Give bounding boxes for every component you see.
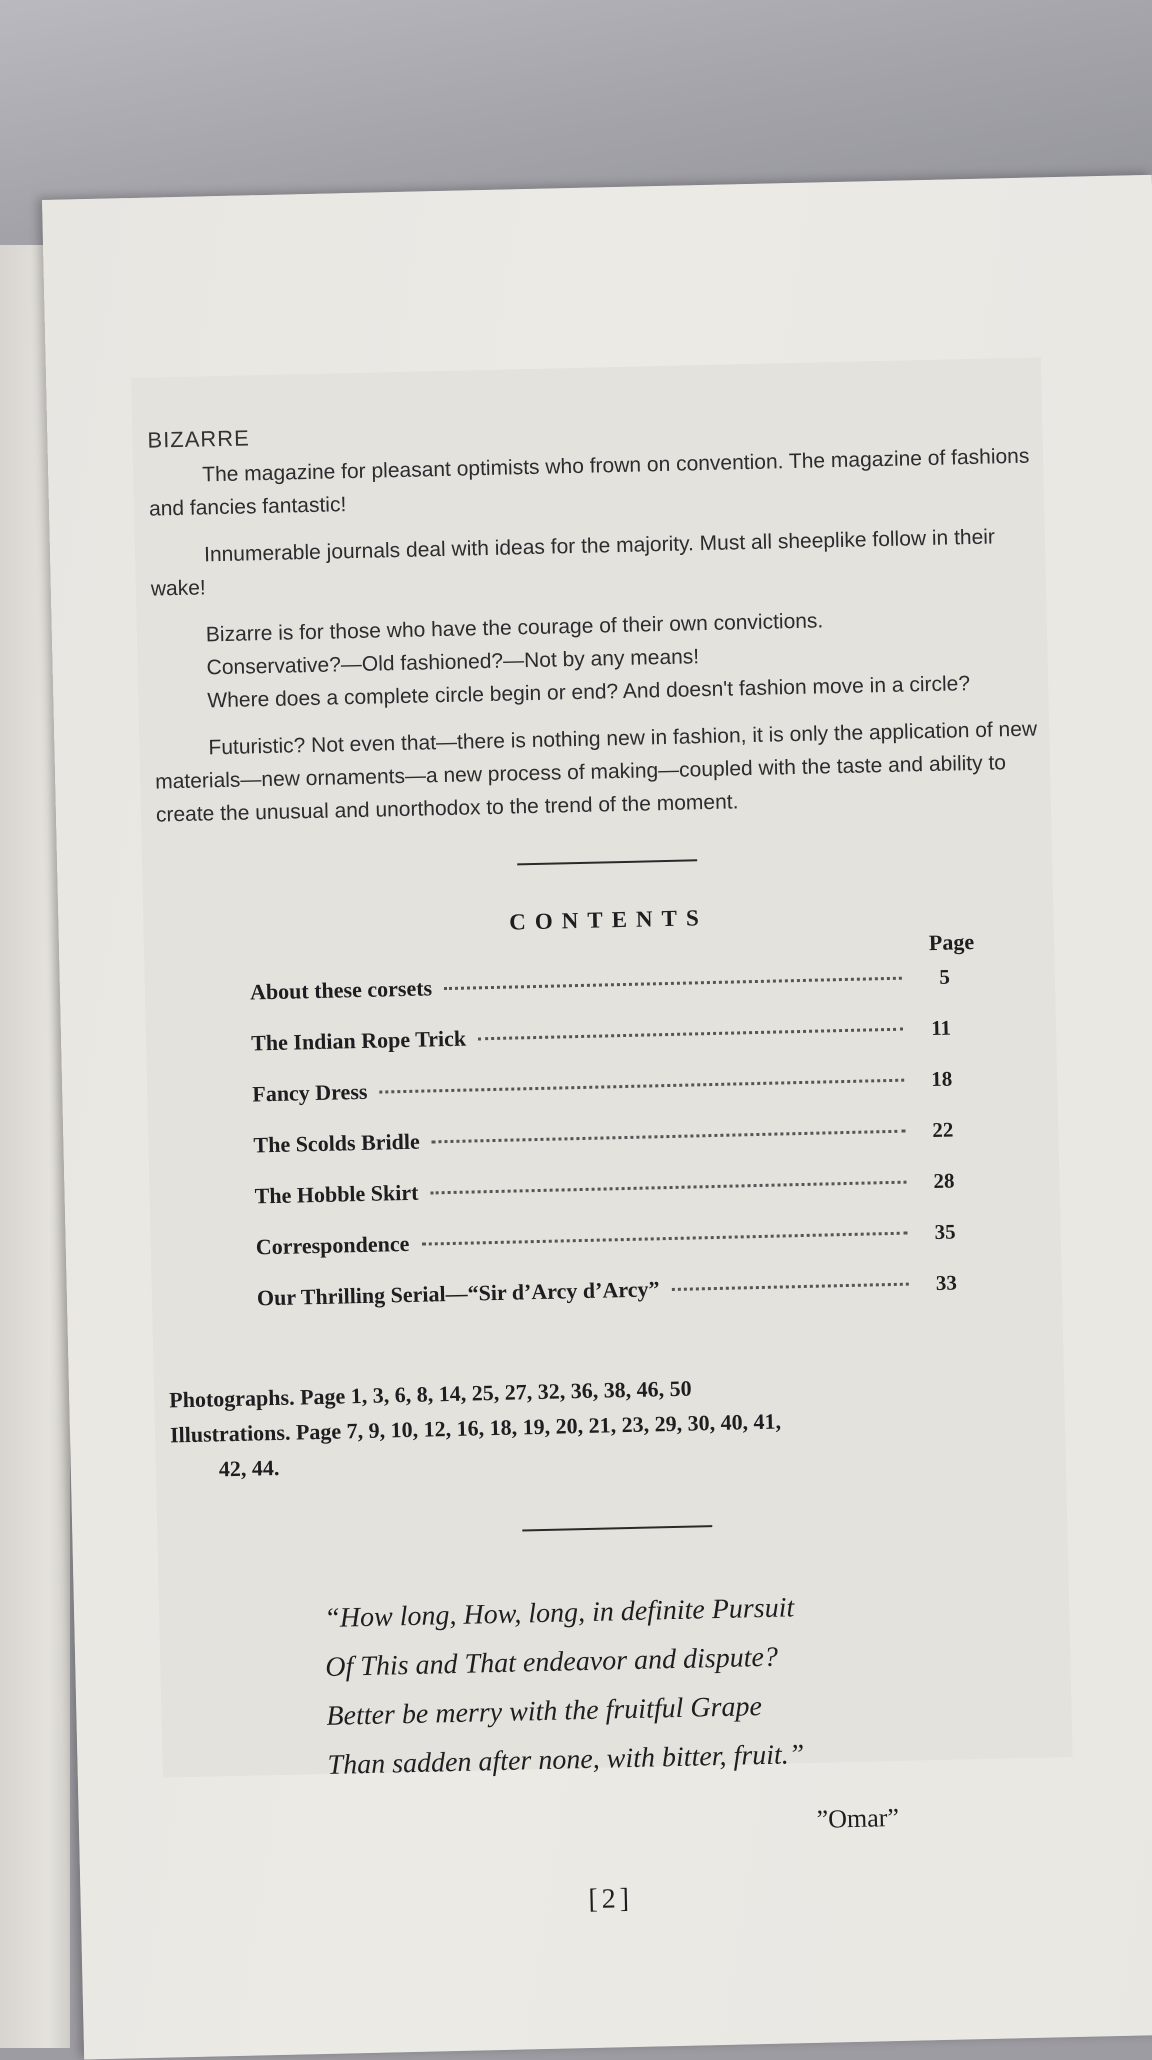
page-content — [147, 407, 1081, 1925]
page-column-label: Page — [928, 929, 975, 956]
toc-page-number: 5 — [939, 964, 951, 989]
photographs-line: Photographs. Page 1, 3, 6, 8, 14, 25, 27, 32, 36, 38, 46, 50 — [168, 1375, 692, 1413]
divider-rule — [522, 1525, 712, 1531]
toc-page-number: 11 — [930, 1015, 952, 1041]
book-page — [42, 175, 1152, 2060]
poem-line: Of This and That endeavor and dispute? — [325, 1641, 779, 1683]
table-of-contents — [250, 964, 958, 1337]
magazine-title: BIZARRE — [147, 425, 251, 453]
intro-text — [148, 439, 1056, 831]
toc-leader-dots — [444, 977, 902, 990]
intro-paragraph: Where does a complete circle begin or end? And doesn't fashion move in a circle? — [207, 672, 971, 713]
intro-paragraph: Innumerable journals deal with ideas for the majority. Must all sheeplike follow in their wake! — [150, 525, 996, 601]
page-lists — [169, 1362, 1071, 1487]
toc-title: Correspondence — [255, 1230, 410, 1260]
toc-title: Fancy Dress — [252, 1078, 368, 1107]
poem-line: Than sadden after none, with bitter, fruit.” — [327, 1739, 805, 1781]
poem — [324, 1577, 1078, 1790]
toc-leader-dots — [421, 1232, 907, 1246]
intro-paragraph: Futuristic? Not even that—there is nothing new in fashion, it is only the application of new materials—new ornaments—a new process of making—coupled with the taste and ability to create the unusual and unorthodox to the trend of the moment. — [154, 717, 1038, 827]
toc-leader-dots — [430, 1181, 906, 1195]
poem-line: Better be merry with the fruitful Grape — [326, 1691, 763, 1732]
toc-leader-dots — [432, 1130, 906, 1144]
toc-title: The Scolds Bridle — [253, 1128, 420, 1158]
toc-page-number: 22 — [932, 1117, 954, 1143]
toc-title: The Indian Rope Trick — [250, 1025, 467, 1056]
toc-page-number: 35 — [934, 1219, 956, 1245]
poem-line: “How long, How, long, in definite Pursuit — [323, 1592, 795, 1634]
toc-leader-dots — [671, 1283, 908, 1291]
divider-rule — [517, 859, 697, 865]
intro-paragraph: Conservative?—Old fashioned?—Not by any means! — [206, 645, 700, 680]
poem-attribution: ”Omar” — [816, 1802, 900, 1834]
contents-heading: CONTENTS — [508, 905, 709, 935]
toc-page-number: 18 — [930, 1066, 953, 1092]
toc-title: About these corsets — [249, 975, 433, 1005]
toc-leader-dots — [379, 1079, 904, 1094]
toc-page-number: 28 — [933, 1168, 955, 1194]
intro-paragraph: Bizarre is for those who have the courage of their own convictions. — [205, 609, 824, 647]
toc-title: The Hobble Skirt — [254, 1179, 419, 1209]
toc-leader-dots — [478, 1028, 903, 1041]
toc-title: Our Thrilling Serial—“Sir d’Arcy d’Arcy” — [256, 1276, 660, 1311]
toc-page-number: 33 — [935, 1270, 958, 1295]
page-number: [2] — [588, 1883, 634, 1916]
illustrations-line: Illustrations. Page 7, 9, 10, 12, 16, 18, 19, 20, 21, 23, 29, 30, 40, 41, — [169, 1408, 782, 1448]
intro-paragraph: The magazine for pleasant optimists who frown on convention. The magazine of fashions and fancies fantastic! — [148, 444, 1030, 521]
illustrations-continuation: 42, 44. — [218, 1454, 280, 1482]
